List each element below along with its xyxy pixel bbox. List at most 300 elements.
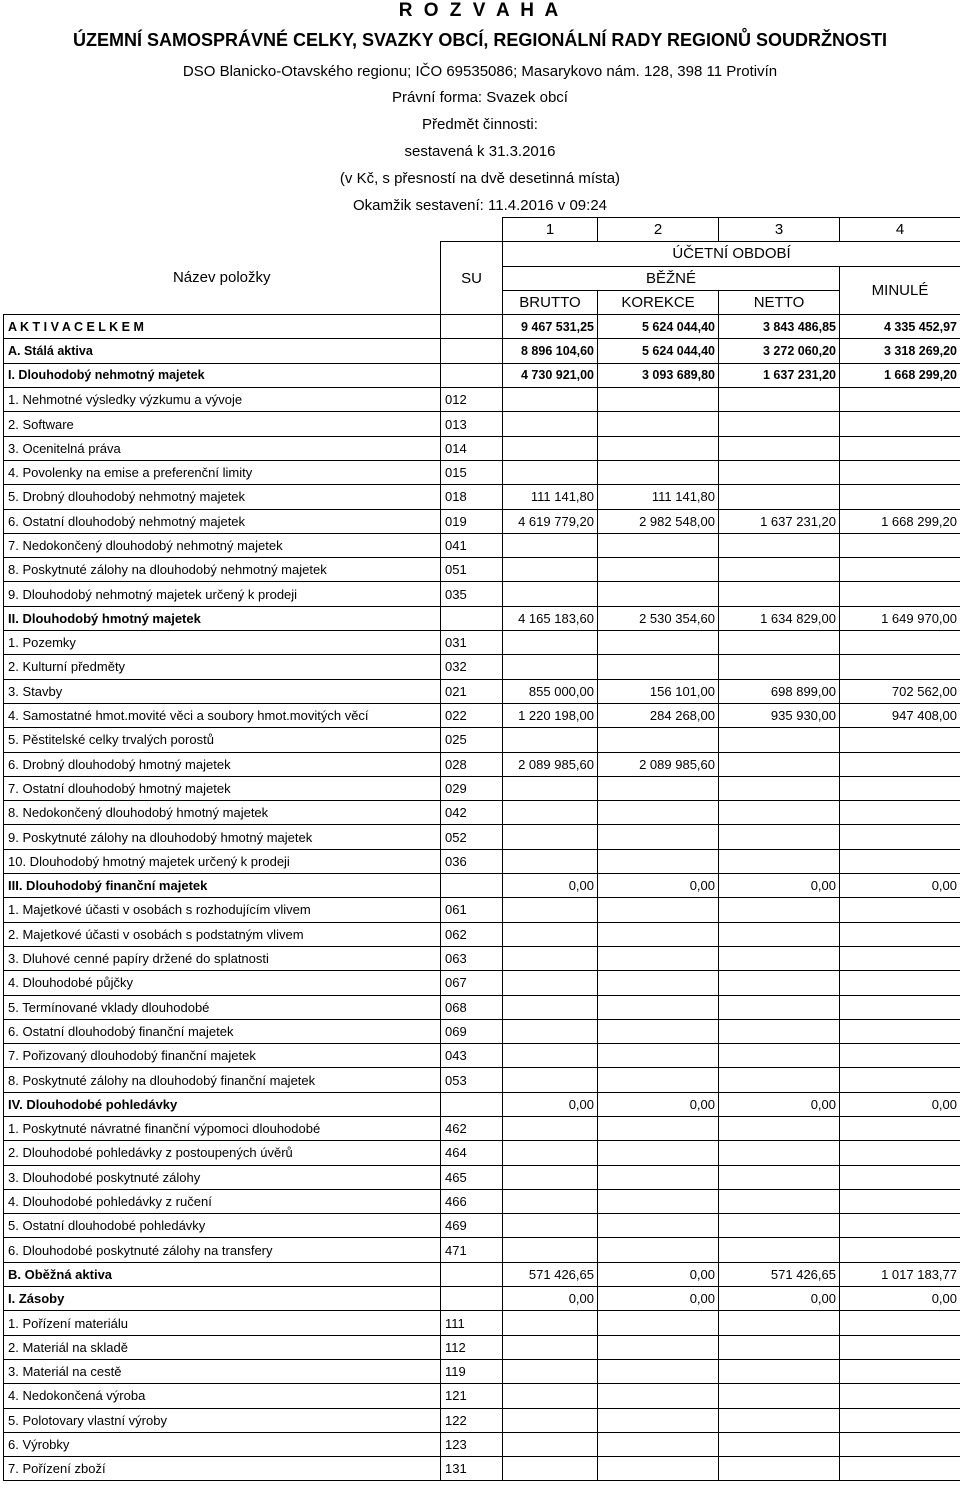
row-previous xyxy=(840,946,960,970)
row-su: 053 xyxy=(441,1068,503,1092)
row-brutto: 9 467 531,25 xyxy=(503,315,598,339)
col-num-4: 4 xyxy=(840,218,960,242)
row-name: 1. Nehmotné výsledky výzkumu a vývoje xyxy=(4,388,441,412)
row-brutto xyxy=(503,1189,598,1213)
table-row xyxy=(4,679,960,703)
row-korekce xyxy=(598,1457,719,1481)
row-su: 035 xyxy=(441,582,503,606)
row-su: 012 xyxy=(441,388,503,412)
row-name: 10. Dlouhodobý hmotný majetek určený k prodeji xyxy=(4,849,441,873)
row-name: 3. Dluhové cenné papíry držené do splatnosti xyxy=(4,946,441,970)
row-korekce xyxy=(598,1068,719,1092)
row-korekce xyxy=(598,533,719,557)
row-previous xyxy=(840,1141,960,1165)
table-row xyxy=(4,1238,960,1262)
row-name: 4. Nedokončená výroba xyxy=(4,1384,441,1408)
row-name: 4. Samostatné hmot.movité věci a soubory hmot.movitých věcí xyxy=(4,703,441,727)
row-su: 062 xyxy=(441,922,503,946)
row-su: 112 xyxy=(441,1335,503,1359)
row-su xyxy=(441,1262,503,1286)
row-brutto: 0,00 xyxy=(503,1287,598,1311)
row-name: 3. Ocenitelná práva xyxy=(4,436,441,460)
row-brutto xyxy=(503,582,598,606)
row-korekce xyxy=(598,1335,719,1359)
row-netto: 1 637 231,20 xyxy=(719,509,840,533)
row-previous xyxy=(840,1311,960,1335)
row-netto xyxy=(719,922,840,946)
row-name: 5. Termínované vklady dlouhodobé xyxy=(4,995,441,1019)
row-su xyxy=(441,874,503,898)
row-previous: 702 562,00 xyxy=(840,679,960,703)
table-row xyxy=(4,315,960,339)
table-row xyxy=(4,1311,960,1335)
row-brutto: 4 730 921,00 xyxy=(503,363,598,387)
row-korekce xyxy=(598,655,719,679)
row-netto: 0,00 xyxy=(719,1092,840,1116)
row-su: 466 xyxy=(441,1189,503,1213)
row-korekce: 0,00 xyxy=(598,1262,719,1286)
row-korekce xyxy=(598,460,719,484)
row-previous: 1 017 183,77 xyxy=(840,1262,960,1286)
row-korekce: 111 141,80 xyxy=(598,485,719,509)
row-su: 051 xyxy=(441,558,503,582)
units-note: (v Kč, s přesností na dvě desetinná místa) xyxy=(339,170,621,187)
row-su: 131 xyxy=(441,1457,503,1481)
row-netto: 0,00 xyxy=(719,1287,840,1311)
table-row xyxy=(4,1262,960,1286)
row-netto xyxy=(719,631,840,655)
row-previous: 0,00 xyxy=(840,1092,960,1116)
table-row xyxy=(4,874,960,898)
row-netto: 1 637 231,20 xyxy=(719,363,840,387)
row-korekce: 0,00 xyxy=(598,874,719,898)
table-row xyxy=(4,825,960,849)
row-brutto xyxy=(503,776,598,800)
header-brutto: BRUTTO xyxy=(503,290,598,314)
table-row xyxy=(4,1189,960,1213)
row-su: 111 xyxy=(441,1311,503,1335)
row-su xyxy=(441,606,503,630)
row-name: 5. Drobný dlouhodobý nehmotný majetek xyxy=(4,485,441,509)
table-row xyxy=(4,801,960,825)
row-previous: 0,00 xyxy=(840,1287,960,1311)
row-netto xyxy=(719,460,840,484)
row-name: 8. Nedokončený dlouhodobý hmotný majetek xyxy=(4,801,441,825)
row-brutto xyxy=(503,655,598,679)
row-netto xyxy=(719,1019,840,1043)
table-row xyxy=(4,606,960,630)
row-korekce xyxy=(598,1116,719,1140)
row-previous xyxy=(840,1044,960,1068)
row-previous xyxy=(840,801,960,825)
row-previous xyxy=(840,485,960,509)
table-row xyxy=(4,703,960,727)
row-previous xyxy=(840,655,960,679)
header-previous: MINULÉ xyxy=(840,266,960,315)
row-netto xyxy=(719,388,840,412)
row-brutto xyxy=(503,1432,598,1456)
row-su: 018 xyxy=(441,485,503,509)
row-name: 6. Ostatní dlouhodobý nehmotný majetek xyxy=(4,509,441,533)
row-korekce xyxy=(598,1311,719,1335)
row-brutto xyxy=(503,1068,598,1092)
row-su: 067 xyxy=(441,971,503,995)
row-korekce xyxy=(598,1044,719,1068)
row-name: I. Dlouhodobý nehmotný majetek xyxy=(4,363,441,387)
row-brutto: 571 426,65 xyxy=(503,1262,598,1286)
row-netto xyxy=(719,1359,840,1383)
row-su: 061 xyxy=(441,898,503,922)
row-name: 5. Pěstitelské celky trvalých porostů xyxy=(4,728,441,752)
row-korekce xyxy=(598,995,719,1019)
table-body xyxy=(4,315,960,1481)
row-previous xyxy=(840,1238,960,1262)
row-korekce: 3 093 689,80 xyxy=(598,363,719,387)
row-name: 2. Majetkové účasti v osobách s podstatným vlivem xyxy=(4,922,441,946)
row-brutto xyxy=(503,1214,598,1238)
row-netto xyxy=(719,1432,840,1456)
row-korekce xyxy=(598,558,719,582)
row-su: 465 xyxy=(441,1165,503,1189)
row-su: 031 xyxy=(441,631,503,655)
row-korekce xyxy=(598,1384,719,1408)
row-korekce: 5 624 044,40 xyxy=(598,315,719,339)
row-previous xyxy=(840,1116,960,1140)
table-row xyxy=(4,971,960,995)
header-current: BĚŽNÉ xyxy=(503,266,840,290)
row-su: 122 xyxy=(441,1408,503,1432)
row-brutto xyxy=(503,1457,598,1481)
row-su xyxy=(441,363,503,387)
row-brutto xyxy=(503,388,598,412)
row-previous xyxy=(840,1214,960,1238)
row-brutto: 1 220 198,00 xyxy=(503,703,598,727)
row-netto xyxy=(719,1165,840,1189)
row-korekce xyxy=(598,388,719,412)
row-name: 7. Ostatní dlouhodobý hmotný majetek xyxy=(4,776,441,800)
row-name: 1. Majetkové účasti v osobách s rozhodujícím vlivem xyxy=(4,898,441,922)
row-previous xyxy=(840,728,960,752)
row-name: 7. Pořízení zboží xyxy=(4,1457,441,1481)
row-brutto xyxy=(503,1044,598,1068)
row-korekce xyxy=(598,898,719,922)
row-name: 4. Dlouhodobé pohledávky z ručení xyxy=(4,1189,441,1213)
row-su: 013 xyxy=(441,412,503,436)
activity: Předmět činnosti: xyxy=(422,116,538,133)
row-previous xyxy=(840,558,960,582)
row-previous xyxy=(840,995,960,1019)
table-row xyxy=(4,1068,960,1092)
legal-form: Právní forma: Svazek obcí xyxy=(392,89,568,106)
row-previous xyxy=(840,1457,960,1481)
row-brutto xyxy=(503,1238,598,1262)
row-netto xyxy=(719,1408,840,1432)
row-netto: 698 899,00 xyxy=(719,679,840,703)
table-row xyxy=(4,1335,960,1359)
row-su xyxy=(441,339,503,363)
row-su xyxy=(441,315,503,339)
row-name: 2. Kulturní předměty xyxy=(4,655,441,679)
row-korekce xyxy=(598,436,719,460)
table-row xyxy=(4,1359,960,1383)
row-netto xyxy=(719,655,840,679)
row-netto xyxy=(719,752,840,776)
row-su: 469 xyxy=(441,1214,503,1238)
row-su: 464 xyxy=(441,1141,503,1165)
row-previous xyxy=(840,922,960,946)
row-brutto: 111 141,80 xyxy=(503,485,598,509)
row-netto xyxy=(719,1384,840,1408)
row-previous: 1 668 299,20 xyxy=(840,509,960,533)
row-brutto: 0,00 xyxy=(503,1092,598,1116)
row-brutto: 855 000,00 xyxy=(503,679,598,703)
row-previous xyxy=(840,1068,960,1092)
row-netto xyxy=(719,1068,840,1092)
row-name: IV. Dlouhodobé pohledávky xyxy=(4,1092,441,1116)
col-num-3: 3 xyxy=(719,218,840,242)
row-name: 8. Poskytnuté zálohy na dlouhodobý nehmotný majetek xyxy=(4,558,441,582)
row-name: 9. Dlouhodobý nehmotný majetek určený k prodeji xyxy=(4,582,441,606)
table-row xyxy=(4,1092,960,1116)
row-brutto xyxy=(503,898,598,922)
row-name: 3. Stavby xyxy=(4,679,441,703)
row-su xyxy=(441,1092,503,1116)
row-netto xyxy=(719,825,840,849)
table-row xyxy=(4,485,960,509)
row-previous xyxy=(840,1165,960,1189)
row-su: 063 xyxy=(441,946,503,970)
col-num-2: 2 xyxy=(598,218,719,242)
row-netto xyxy=(719,898,840,922)
row-previous xyxy=(840,849,960,873)
row-name: 8. Poskytnuté zálohy na dlouhodobý finanční majetek xyxy=(4,1068,441,1092)
row-netto xyxy=(719,1335,840,1359)
row-name: 7. Nedokončený dlouhodobý nehmotný majetek xyxy=(4,533,441,557)
row-name: A. Stálá aktiva xyxy=(4,339,441,363)
row-brutto xyxy=(503,1384,598,1408)
row-previous xyxy=(840,752,960,776)
row-previous: 3 318 269,20 xyxy=(840,339,960,363)
row-brutto: 0,00 xyxy=(503,874,598,898)
row-brutto xyxy=(503,922,598,946)
row-su: 119 xyxy=(441,1359,503,1383)
row-korekce xyxy=(598,1408,719,1432)
header-netto: NETTO xyxy=(719,290,840,314)
row-previous xyxy=(840,1359,960,1383)
row-netto: 3 272 060,20 xyxy=(719,339,840,363)
row-korekce xyxy=(598,728,719,752)
row-brutto: 4 165 183,60 xyxy=(503,606,598,630)
row-netto: 0,00 xyxy=(719,874,840,898)
col-num-1: 1 xyxy=(503,218,598,242)
row-su: 471 xyxy=(441,1238,503,1262)
row-su: 042 xyxy=(441,801,503,825)
row-su: 069 xyxy=(441,1019,503,1043)
row-name: 1. Poskytnuté návratné finanční výpomoci dlouhodobé xyxy=(4,1116,441,1140)
table-row xyxy=(4,849,960,873)
row-su: 123 xyxy=(441,1432,503,1456)
row-previous xyxy=(840,1408,960,1432)
row-korekce xyxy=(598,971,719,995)
row-name: 1. Pozemky xyxy=(4,631,441,655)
row-korekce: 0,00 xyxy=(598,1092,719,1116)
row-korekce xyxy=(598,1359,719,1383)
row-previous xyxy=(840,1384,960,1408)
row-netto xyxy=(719,412,840,436)
table-row xyxy=(4,1214,960,1238)
row-korekce: 156 101,00 xyxy=(598,679,719,703)
row-korekce xyxy=(598,922,719,946)
table-row xyxy=(4,1457,960,1481)
row-name: 6. Drobný dlouhodobý hmotný majetek xyxy=(4,752,441,776)
table-row xyxy=(4,1287,960,1311)
row-name: III. Dlouhodobý finanční majetek xyxy=(4,874,441,898)
table-row xyxy=(4,1116,960,1140)
row-netto xyxy=(719,849,840,873)
row-name: A K T I V A C E L K E M xyxy=(4,315,441,339)
row-su: 032 xyxy=(441,655,503,679)
row-brutto xyxy=(503,558,598,582)
row-previous xyxy=(840,582,960,606)
row-su: 028 xyxy=(441,752,503,776)
header-item-name: Název položky xyxy=(172,269,271,287)
row-su: 036 xyxy=(441,849,503,873)
row-name: 2. Materiál na skladě xyxy=(4,1335,441,1359)
row-netto xyxy=(719,1238,840,1262)
row-brutto: 2 089 985,60 xyxy=(503,752,598,776)
row-brutto xyxy=(503,1408,598,1432)
row-korekce xyxy=(598,582,719,606)
row-netto xyxy=(719,1214,840,1238)
row-previous xyxy=(840,776,960,800)
row-korekce: 5 624 044,40 xyxy=(598,339,719,363)
row-netto xyxy=(719,485,840,509)
row-brutto xyxy=(503,946,598,970)
row-name: 5. Ostatní dlouhodobé pohledávky xyxy=(4,1214,441,1238)
row-su: 462 xyxy=(441,1116,503,1140)
row-previous xyxy=(840,1432,960,1456)
table-row xyxy=(4,339,960,363)
row-su: 121 xyxy=(441,1384,503,1408)
table-row xyxy=(4,533,960,557)
row-previous: 4 335 452,97 xyxy=(840,315,960,339)
row-netto xyxy=(719,946,840,970)
table-row xyxy=(4,946,960,970)
row-su: 025 xyxy=(441,728,503,752)
row-su: 052 xyxy=(441,825,503,849)
row-netto: 1 634 829,00 xyxy=(719,606,840,630)
row-su: 041 xyxy=(441,533,503,557)
row-brutto xyxy=(503,1359,598,1383)
row-brutto xyxy=(503,1141,598,1165)
table-row xyxy=(4,1384,960,1408)
row-name: 4. Dlouhodobé půjčky xyxy=(4,971,441,995)
row-netto xyxy=(719,1116,840,1140)
row-netto xyxy=(719,558,840,582)
row-brutto xyxy=(503,995,598,1019)
row-su: 043 xyxy=(441,1044,503,1068)
table-row xyxy=(4,1141,960,1165)
table-row xyxy=(4,728,960,752)
row-previous: 947 408,00 xyxy=(840,703,960,727)
row-korekce: 2 089 985,60 xyxy=(598,752,719,776)
row-brutto xyxy=(503,849,598,873)
table-row xyxy=(4,922,960,946)
row-korekce xyxy=(598,1189,719,1213)
row-netto: 571 426,65 xyxy=(719,1262,840,1286)
balance-sheet-table xyxy=(3,217,960,1481)
row-netto xyxy=(719,533,840,557)
row-brutto xyxy=(503,412,598,436)
row-previous: 0,00 xyxy=(840,874,960,898)
row-netto xyxy=(719,1189,840,1213)
row-korekce xyxy=(598,1165,719,1189)
table-row xyxy=(4,655,960,679)
entity-info: DSO Blanicko-Otavského regionu; IČO 69535086; Masarykovo nám. 128, 398 11 Protivín xyxy=(182,63,778,80)
row-previous: 1 649 970,00 xyxy=(840,606,960,630)
row-korekce: 2 982 548,00 xyxy=(598,509,719,533)
row-netto xyxy=(719,582,840,606)
row-korekce: 284 268,00 xyxy=(598,703,719,727)
row-previous xyxy=(840,825,960,849)
row-brutto: 4 619 779,20 xyxy=(503,509,598,533)
row-brutto xyxy=(503,533,598,557)
table-row xyxy=(4,1165,960,1189)
row-su: 029 xyxy=(441,776,503,800)
row-brutto xyxy=(503,825,598,849)
row-netto xyxy=(719,728,840,752)
report-date: sestavená k 31.3.2016 xyxy=(404,143,556,160)
table-row xyxy=(4,509,960,533)
row-korekce xyxy=(598,776,719,800)
row-previous xyxy=(840,631,960,655)
row-netto xyxy=(719,776,840,800)
row-netto xyxy=(719,1141,840,1165)
row-previous xyxy=(840,1335,960,1359)
row-previous xyxy=(840,436,960,460)
row-netto xyxy=(719,995,840,1019)
table-row xyxy=(4,412,960,436)
table-row xyxy=(4,1019,960,1043)
row-name: 2. Dlouhodobé pohledávky z postoupených úvěrů xyxy=(4,1141,441,1165)
table-row xyxy=(4,631,960,655)
row-su: 068 xyxy=(441,995,503,1019)
row-previous xyxy=(840,898,960,922)
row-netto xyxy=(719,801,840,825)
row-korekce xyxy=(598,825,719,849)
row-previous xyxy=(840,460,960,484)
row-previous xyxy=(840,1189,960,1213)
row-korekce: 0,00 xyxy=(598,1287,719,1311)
header-su: SU xyxy=(441,242,503,315)
table-row xyxy=(4,1408,960,1432)
row-name: 4. Povolenky na emise a preferenční limity xyxy=(4,460,441,484)
row-netto: 3 843 486,85 xyxy=(719,315,840,339)
row-korekce xyxy=(598,1019,719,1043)
row-previous xyxy=(840,1019,960,1043)
table-row xyxy=(4,363,960,387)
table-row xyxy=(4,995,960,1019)
row-su xyxy=(441,1287,503,1311)
document-subtitle: ÚZEMNÍ SAMOSPRÁVNÉ CELKY, SVAZKY OBCÍ, REGIONÁLNÍ RADY REGIONŮ SOUDRŽNOSTI xyxy=(72,30,888,50)
row-name: 6. Dlouhodobé poskytnuté zálohy na transfery xyxy=(4,1238,441,1262)
row-name: 7. Pořizovaný dlouhodobý finanční majetek xyxy=(4,1044,441,1068)
table-row xyxy=(4,558,960,582)
table-row xyxy=(4,388,960,412)
row-name: B. Oběžná aktiva xyxy=(4,1262,441,1286)
row-previous: 1 668 299,20 xyxy=(840,363,960,387)
row-su: 015 xyxy=(441,460,503,484)
